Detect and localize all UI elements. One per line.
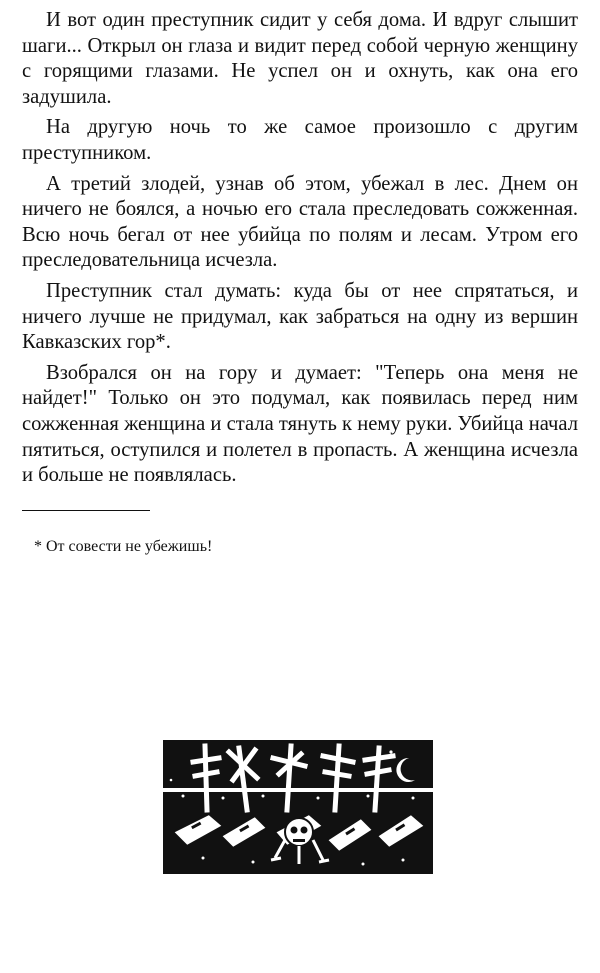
paragraph-5: Взобрался он на гору и думает: "Теперь она меня не найдет!" Только он это подумал, как появилась перед ним сожженная женщина и стала тянуть к нему руки. Убийца начал пятиться, оступился и полетел в пропасть. А женщина исчезла и больше не появлялась. xyxy=(22,361,578,487)
footnote: * От совести не убежишь! xyxy=(34,538,213,555)
graveyard-night-icon xyxy=(163,740,433,874)
paragraph-4: Преступник стал думать: куда бы от нее спрятаться, и ничего лучше не придумал, как забраться на одну из вершин Кавказских гор*. xyxy=(22,279,578,354)
body-text xyxy=(22,8,578,494)
paragraph-1: И вот один преступник сидит у себя дома. И вдруг слышит шаги... Открыл он глаза и видит перед собой черную женщину с горящими глазами. Не успел он и охнуть, как она его задушила. xyxy=(22,9,578,108)
paragraph-2: На другую ночь то же самое произошло с другим преступником. xyxy=(22,116,578,164)
footnote-divider xyxy=(22,510,150,511)
paragraph-3: А третий злодей, узнав об этом, убежал в лес. Днем он ничего не боялся, а ночью его стала преследовать сожженная. Всю ночь бегал от нее убийца по полям и лесам. Утром его преследовательница исчезла. xyxy=(22,172,578,272)
